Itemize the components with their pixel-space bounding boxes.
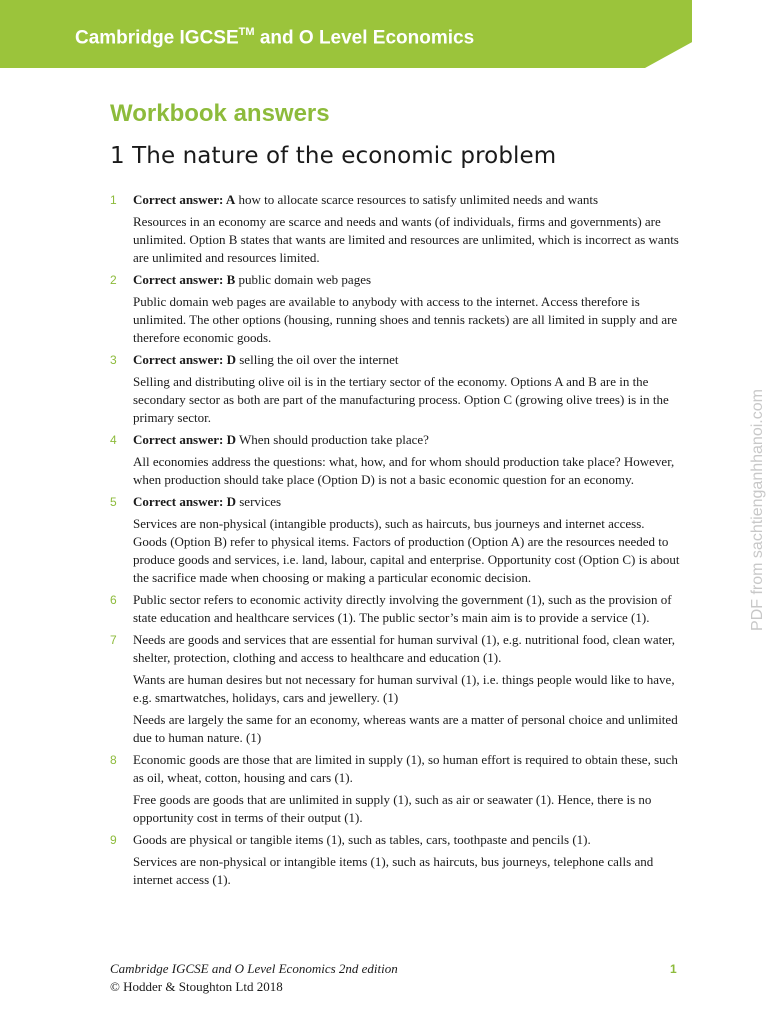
explanation-paragraph: Services are non-physical (intangible products), such as haircuts, bus journeys and internet access. Goods (Option B) refer to physical items. Factors of production (Option A) are the resources needed to produce goods and services, i.e. land, labour, capital and enterprise. Opportunity cost (Option C) is about the sacrifice made when choosing or making a particular economic decision. xyxy=(133,516,680,585)
answer-line xyxy=(133,431,680,449)
answer-text: selling the oil over the internet xyxy=(236,352,399,367)
answer-number: 7 xyxy=(110,633,117,647)
answer-line xyxy=(133,351,680,369)
correct-answer-label: Correct answer: A xyxy=(133,192,236,207)
answer-item xyxy=(110,591,680,627)
answer-number: 6 xyxy=(110,593,117,607)
answer-text: Goods are physical or tangible items (1), such as tables, cars, toothpaste and pencils (1). xyxy=(133,832,591,847)
answer-line xyxy=(133,631,680,667)
explanation-paragraph: Wants are human desires but not necessary for human survival (1), i.e. things people would like to have, e.g. smartwatches, holidays, cars and jewellery. (1) xyxy=(133,672,675,705)
footer-edition: Cambridge IGCSE and O Level Economics 2nd edition xyxy=(110,961,398,976)
explanation-paragraph: Resources in an economy are scarce and needs and wants (of individuals, firms and governments) are unlimited. Option B states that wants are limited and resources are unlimited, which is incorrect as wants are unlimited and resources limited. xyxy=(133,214,679,265)
chapter-title: 1 The nature of the economic problem xyxy=(110,143,557,169)
explanation-paragraph: Services are non-physical or intangible items (1), such as haircuts, bus journeys, telephone calls and internet access (1). xyxy=(133,854,654,887)
answer-number: 8 xyxy=(110,753,117,767)
footer xyxy=(110,960,398,996)
answer-line xyxy=(133,751,680,787)
answer-item xyxy=(110,191,680,267)
correct-answer-label: Correct answer: D xyxy=(133,494,236,509)
answer-line xyxy=(133,493,680,511)
book-title: Cambridge IGCSE™ and O Level Economics xyxy=(75,26,475,49)
correct-answer-label: Correct answer: D xyxy=(133,432,236,447)
answer-item xyxy=(110,493,680,587)
answer-number: 5 xyxy=(110,495,117,509)
answers-list xyxy=(110,191,680,893)
answer-text: Public sector refers to economic activity directly involving the government (1), such as the provision of state education and healthcare services (1). The public sector’s main aim is to provide a service (1). xyxy=(133,592,672,625)
explanation-paragraph: Selling and distributing olive oil is in the tertiary sector of the economy. Options A and B are in the secondary sector as both are part of the manufacturing process. Option C (growing olive trees) is in the primary sector. xyxy=(133,374,669,425)
answer-item xyxy=(110,351,680,427)
answer-line xyxy=(133,271,680,289)
watermark: PDF from sachtienganhhanoi.com xyxy=(749,389,766,631)
answer-number: 4 xyxy=(110,433,117,447)
explanation-paragraph: Needs are largely the same for an economy, whereas wants are a matter of personal choice and unlimited due to human nature. (1) xyxy=(133,712,678,745)
workbook-heading: Workbook answers xyxy=(110,100,330,127)
answer-item xyxy=(110,271,680,347)
trademark: TM xyxy=(238,26,255,38)
answer-line xyxy=(133,591,680,627)
footer-copyright: © Hodder & Stoughton Ltd 2018 xyxy=(110,979,283,994)
answer-line xyxy=(133,191,680,209)
answer-number: 9 xyxy=(110,833,117,847)
page-number: 1 xyxy=(670,962,677,976)
answer-number: 1 xyxy=(110,193,117,207)
answer-text: Needs are goods and services that are essential for human survival (1), e.g. nutritional food, clean water, shelter, protection, clothing and access to healthcare and education (1). xyxy=(133,632,676,665)
answer-item xyxy=(110,751,680,827)
explanation-paragraph: All economies address the questions: what, how, and for whom should production take place? However, when production should take place (Option D) is not a basic economic question for an economy. xyxy=(133,454,675,487)
answer-number: 2 xyxy=(110,273,117,287)
answer-text: how to allocate scarce resources to satisfy unlimited needs and wants xyxy=(235,192,599,207)
correct-answer-label: Correct answer: D xyxy=(133,352,236,367)
answer-number: 3 xyxy=(110,353,117,367)
explanation-paragraph: Free goods are goods that are unlimited in supply (1), such as air or seawater (1). Hence, there is no opportunity cost in terms of their output (1). xyxy=(133,792,652,825)
answer-line xyxy=(133,831,680,849)
correct-answer-label: Correct answer: B xyxy=(133,272,236,287)
answer-item xyxy=(110,631,680,747)
answer-text: services xyxy=(236,494,282,509)
answer-text: public domain web pages xyxy=(235,272,372,287)
answer-item xyxy=(110,431,680,489)
answer-item xyxy=(110,831,680,889)
explanation-paragraph: Public domain web pages are available to anybody with access to the internet. Access therefore is unlimited. The other options (housing, running shoes and tennis rackets) are all limited in supply and are therefore economic goods. xyxy=(133,294,678,345)
answer-text: Economic goods are those that are limited in supply (1), so human effort is required to obtain these, such as oil, wheat, cotton, housing and cars (1). xyxy=(133,752,678,785)
answer-text: When should production take place? xyxy=(236,432,429,447)
